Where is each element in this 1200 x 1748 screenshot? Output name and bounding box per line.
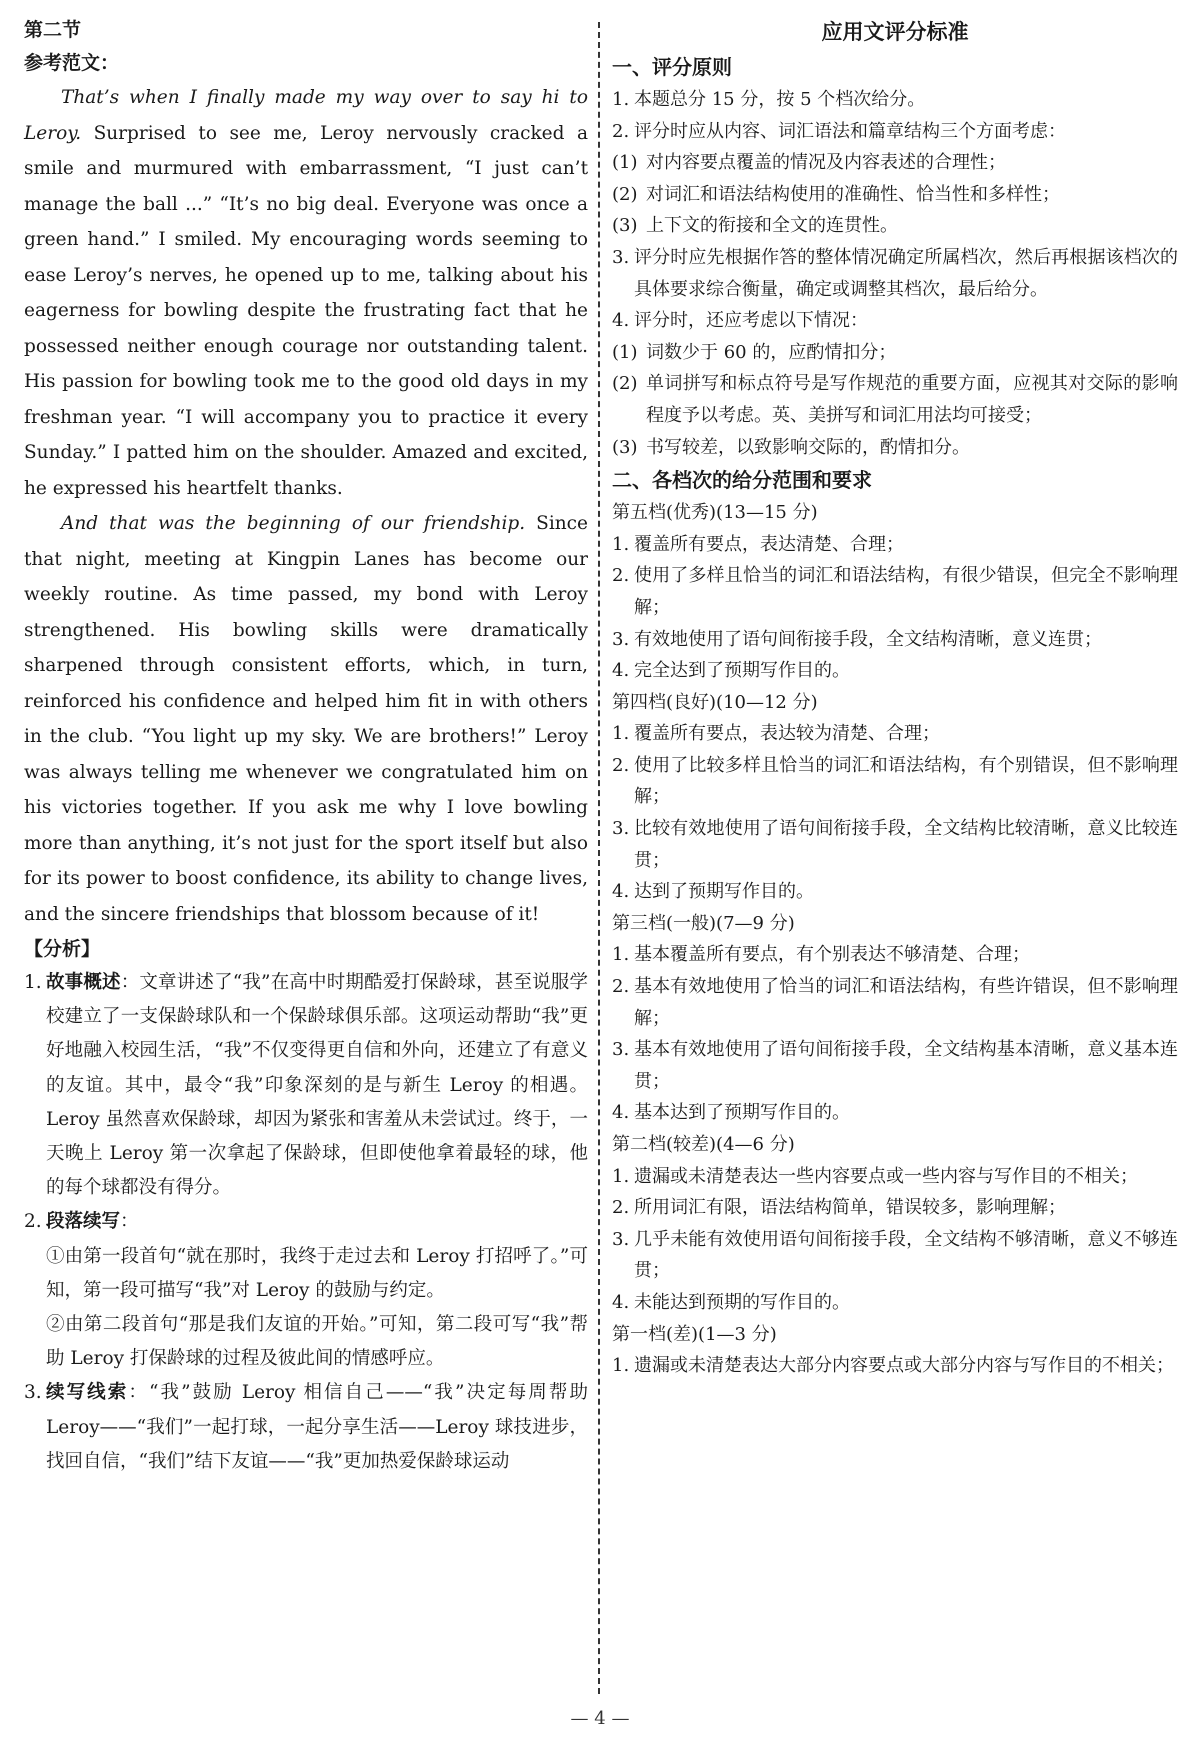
analysis-label: 【分析】 [24,938,101,960]
principle-item [612,242,1178,305]
part1-title: 一、评分原则 [612,55,732,79]
part2-title: 二、各档次的给分范围和要求 [612,468,872,493]
level-heading: 第五档(优秀)(13—15 分) [612,502,818,524]
level-criterion [612,624,1178,656]
level-heading: 第二档(较差)(4—6 分) [612,1134,795,1155]
principle-subitem [612,337,1178,369]
item-text: 单词拼写和标点符号是写作规范的重要方面，应视其对交际的影响程度予以考虑。英、美拼写和词汇用法均可接受； [646,373,1178,426]
analysis-item-2 [24,1205,588,1239]
analysis-sub-1: ①由第一段首句“就在那时，我终于走过去和 Leroy 打招呼了。”可知，第一段可描写“我”对 Leroy 的鼓励与约定。 [46,1245,588,1301]
model-essay [24,80,588,932]
item-number: 4. [612,1291,630,1313]
item-text: 评分时，还应考虑以下情况： [634,310,868,332]
item-number: 3. [612,1228,630,1250]
item-text: 完全达到了预期写作目的。 [634,660,850,682]
left-column [24,14,588,1479]
item-text: 遗漏或未清楚表达一些内容要点或一些内容与写作目的不相关； [634,1165,1138,1187]
essay-paragraph-1 [24,80,588,506]
item-text: 基本达到了预期写作目的。 [634,1102,850,1124]
item-number: 1. [612,944,630,966]
item-text: 基本覆盖所有要点，有个别表达不够清楚、合理； [634,944,1030,966]
item-text: 词数少于 60 的，应酌情扣分； [646,341,897,363]
score-levels [612,497,1178,1382]
item-text: 使用了多样且恰当的词汇和语法结构，有很少错误，但完全不影响理解； [634,565,1178,618]
item-text: 未能达到预期的写作目的。 [634,1291,850,1313]
model-essay-label: 参考范文： [24,52,120,74]
item-text: 达到了预期写作目的。 [634,881,814,903]
level-criterion [612,560,1178,623]
item-number: 2. [612,1197,630,1219]
item-number: 1. [612,1165,630,1187]
item-keyword: 续写线索 [46,1382,129,1404]
item-number: 3. [612,628,630,650]
item-number: 3. [24,1382,42,1404]
section-title: 第二节 [24,19,82,41]
level-criterion [612,813,1178,876]
scoring-title: 应用文评分标准 [821,20,969,44]
level-heading: 第四档(良好)(10—12 分) [612,691,818,713]
level-criterion [612,655,1178,687]
item-number: (3) [612,215,638,237]
item-text: 上下文的衔接和全文的连贯性。 [646,215,898,237]
item-text: ：文章讲述了“我”在高中时期酷爱打保龄球，甚至说服学校建立了一支保龄球队和一个保龄球俱乐部。这项运动帮助“我”更好地融入校园生活，“我”不仅变得更自信和外向，还建立了有意义的友谊。其中，最令“我”印象深刻的是与新生 Leroy 的相遇。Leroy 虽然喜欢保龄球，却因为紧张和害羞从未尝试过。终于，一天晚上 Leroy 第一次拿起了保龄球，但即使他拿着最轻的球，他的每个球都没有得分。 [46,972,588,1199]
item-text: 评分时应从内容、词汇语法和篇章结构三个方面考虑： [634,120,1066,142]
principle-subitem [612,432,1178,464]
item-number: (1) [612,341,638,363]
level-criterion [612,718,1178,750]
item-number: 2. [612,976,630,998]
essay-lead-sentence-2: And that was the beginning of our friendship. [61,513,526,534]
level-criterion [612,1287,1178,1319]
principle-subitem [612,179,1178,211]
item-number: 2. [612,120,630,142]
level-criterion [612,1350,1178,1382]
principle-item [612,84,1178,116]
item-number: 2. [24,1211,42,1233]
item-text: 几乎未能有效使用语句间衔接手段，全文结构不够清晰，意义不够连贯； [634,1228,1178,1282]
level-criterion [612,529,1178,561]
level-criterion [612,1097,1178,1129]
item-keyword: 段落续写 [46,1211,121,1233]
item-keyword: 故事概述 [46,972,121,993]
item-number: 1. [24,972,42,993]
item-text: ：“我”鼓励 Leroy 相信自己——“我”决定每周帮助 Leroy——“我们”一起打球，一起分享生活——Leroy 球技进步，找回自信，“我们”结下友谊——“我”更加热爱保龄球运动 [46,1382,588,1472]
item-number: 4. [612,1102,630,1124]
item-number: 1. [612,1355,630,1377]
analysis-sub-2: ②由第二段首句“那是我们友谊的开始。”可知，第二段可写“我”帮助 Leroy 打保龄球的过程及彼此间的情感呼应。 [46,1314,588,1370]
item-number: 4. [612,660,630,682]
level-criterion [612,750,1178,813]
principle-item [612,116,1178,148]
item-number: 4. [612,310,630,332]
item-number: 1. [612,533,630,555]
principle-subitem [612,368,1178,431]
item-number: 2. [612,754,630,776]
item-text: 对词汇和语法结构使用的准确性、恰当性和多样性； [646,183,1060,205]
item-text: 基本有效地使用了语句间衔接手段，全文结构基本清晰，意义基本连贯； [634,1039,1178,1092]
principle-subitem [612,210,1178,242]
analysis-item-3 [24,1376,588,1479]
item-text: 使用了比较多样且恰当的词汇和语法结构，有个别错误，但不影响理解； [634,754,1178,808]
column-divider [598,22,600,1694]
item-text: ： [120,1211,139,1233]
level-criterion [612,1224,1178,1287]
item-text: 本题总分 15 分，按 5 个档次给分。 [634,89,926,110]
level-criterion [612,1161,1178,1193]
essay-lead-sentence-1: That’s when I finally made my way over to say hi to Leroy. [24,87,588,144]
item-text: 有效地使用了语句间衔接手段，全文结构清晰，意义连贯； [634,628,1102,650]
analysis-item-1 [24,966,588,1205]
item-number: 4. [612,881,630,903]
item-number: (2) [612,373,638,395]
essay-body-2: Since that night, meeting at Kingpin Lanes has become our weekly routine. As time passed, my bond with Leroy strengthened. His bowling skills were dramatically sharpened through consistent efforts, which, in turn, reinforced his confidence and helped him fit in with others in the club. “You light up my sky. We are brothers!” Leroy was always telling me whenever we congratulated him on his victories together. If you ask me why I love bowling more than anything, it’s not just for the sport itself but also for its power to boost confidence, its ability to change lives, and the sincere friendships that blossom because of it! [24,513,588,925]
item-number: 3. [612,1039,630,1061]
level-criterion [612,971,1178,1034]
page-number: — 4 — [570,1708,630,1729]
essay-paragraph-2 [24,506,588,932]
item-number: (3) [612,436,638,458]
right-column [612,14,1178,1382]
item-number: 3. [612,246,630,268]
item-text: 遗漏或未清楚表达大部分内容要点或大部分内容与写作目的不相关； [634,1355,1174,1377]
item-number: 3. [612,818,630,840]
item-number: 2. [612,565,630,587]
level-heading: 第一档(差)(1—3 分) [612,1323,777,1345]
principle-item [612,305,1178,337]
principle-subitem [612,147,1178,179]
item-text: 覆盖所有要点，表达较为清楚、合理； [634,723,940,745]
item-text: 所用词汇有限，语法结构简单，错误较多，影响理解； [634,1197,1066,1219]
level-criterion [612,1034,1178,1097]
essay-body-1: Surprised to see me, Leroy nervously cracked a smile and murmured with embarrassment, “I just can’t manage the ball ...” “It’s no big deal. Everyone was once a green hand.” I smiled. My encouraging words seeming to ease Leroy’s nerves, he opened up to me, talking about his eagerness for bowling despite the frustrating fact that he possessed neither enough courage nor outstanding talent. His passion for bowling took me to the good old days in my freshman year. “I will accompany you to practice it every Sunday.” I patted him on the shoulder. Amazed and excited, he expressed his heartfelt thanks. [24,122,588,499]
item-text: 比较有效地使用了语句间衔接手段，全文结构比较清晰，意义比较连贯； [634,818,1178,871]
item-number: (1) [612,152,638,174]
item-text: 覆盖所有要点，表达清楚、合理； [634,533,904,555]
level-criterion [612,939,1178,971]
level-criterion [612,876,1178,908]
item-text: 评分时应先根据作答的整体情况确定所属档次，然后再根据该档次的具体要求综合衡量，确定或调整其档次，最后给分。 [634,246,1178,300]
item-text: 对内容要点覆盖的情况及内容表述的合理性； [646,152,1006,174]
item-number: 1. [612,89,630,110]
item-text: 基本有效地使用了恰当的词汇和语法结构，有些许错误，但不影响理解； [634,976,1178,1029]
level-criterion [612,1192,1178,1224]
item-text: 书写较差，以致影响交际的，酌情扣分。 [646,436,970,458]
item-number: (2) [612,183,638,205]
level-heading: 第三档(一般)(7—9 分) [612,912,795,934]
item-number: 1. [612,723,630,745]
